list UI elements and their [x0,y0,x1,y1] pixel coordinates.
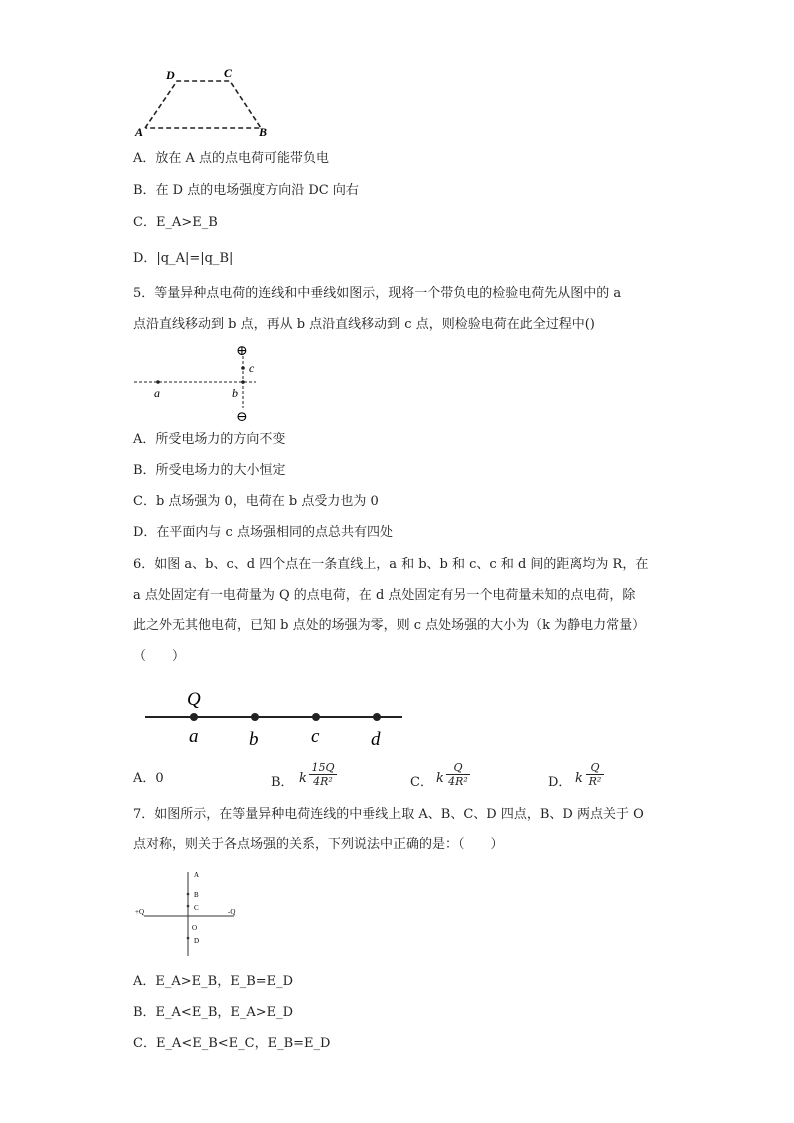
q4-option-b: B．在 D 点的电场强度方向沿 DC 向右 [133,183,359,198]
point-c-dot [312,713,320,721]
q7-option-c: C．E_A<E_B<E_C，E_B=E_D [133,1036,331,1051]
point-b-label: b [249,729,259,750]
q5-option-c: C．b 点场强为 0，电荷在 b 点受力也为 0 [133,494,379,509]
q6-option-d-denominator: R² [588,775,602,788]
point-b-dot [241,380,245,384]
q5-option-a: A．所受电场力的方向不变 [133,432,286,447]
q6-option-b-prefix: B． [271,775,294,790]
label-B: B [194,891,199,899]
point-d-dot [373,713,381,721]
q6-option-c-k: k [436,771,444,786]
q6-figure [140,683,410,753]
q6-option-d-prefix: D． [548,775,572,790]
q5-stem-line1: 5．等量异种点电荷的连线和中垂线如图示，现将一个带负电的检验电荷先从图中的 a [133,286,622,301]
q4-option-c: C．E_A>E_B [133,215,218,230]
point-C-dot [187,905,190,908]
q6-option-c-fraction [446,761,470,789]
point-a-dot [156,380,160,384]
q6-option-c-prefix: C． [410,775,433,790]
point-c-label: c [249,361,255,375]
point-a-label: a [154,386,160,400]
label-D: D [194,937,200,945]
q6-option-a: A．0 [133,771,164,786]
q6-option-b-denominator: 4R² [313,775,333,788]
label-C: C [194,904,199,912]
q7-stem-line2: 点对称，则关于各点场强的关系，下列说法中正确的是：（ ） [133,837,504,852]
label-B: B [259,125,268,139]
q6-option-c-numerator: Q [446,761,470,775]
point-d-label: d [371,729,381,750]
point-c-label: c [311,726,320,747]
point-b-label: b [232,386,238,400]
q6-option-d-fraction [586,761,604,789]
q5-figure [130,340,270,425]
charge-Q-label: Q [187,689,201,710]
label-plus-Q: +Q [135,908,145,916]
q6-option-d-k: k [575,771,583,786]
q6-option-b-numerator: 15Q [309,761,337,775]
trapezoid-figure [128,62,278,142]
label-minus-Q: -Q [228,908,236,916]
point-c-dot [241,366,245,370]
q6-option-b-k: k [299,771,307,786]
label-O: O [192,924,198,932]
q6-option-d-numerator: Q [586,761,604,775]
point-B-dot [187,893,190,896]
minus-charge-icon: ⊖ [236,410,248,425]
label-C: C [224,66,233,80]
q4-option-a: A．放在 A 点的点电荷可能带负电 [133,151,330,166]
label-D: D [166,68,175,82]
q6-stem-line2: a 点处固定有一电荷量为 Q 的点电荷，在 d 点处固定有另一个电荷量未知的点电荷，除 [133,588,636,603]
label-A: A [194,871,200,879]
point-a-label: a [189,726,199,747]
plus-charge-icon: ⊕ [236,344,248,359]
q7-option-a: A．E_A>E_B，E_B=E_D [133,974,294,989]
q6-stem-line4: （ ） [133,649,186,664]
q4-option-d: D．|q_A|=|q_B| [133,251,234,266]
point-D-dot [187,937,190,940]
trapezoid-outline [145,81,261,128]
q6-stem-line1: 6．如图 a、b、c、d 四个点在一条直线上，a 和 b、b 和 c、c 和 d 间的距离均为 R，在 [133,557,649,572]
label-A: A [135,125,144,139]
point-a-dot [190,713,198,721]
q6-stem-line3: 此之外无其他电荷，已知 b 点处的场强为零，则 c 点处场强的大小为（k 为静电力常量） [133,618,646,633]
q7-option-b: B．E_A<E_B，E_A>E_D [133,1005,294,1020]
point-b-dot [251,713,259,721]
q7-figure [134,868,254,960]
q5-option-d: D．在平面内与 c 点场强相同的点总共有四处 [133,525,393,540]
q6-option-b-fraction [309,761,337,789]
q5-stem-line2: 点沿直线移动到 b 点，再从 b 点沿直线移动到 c 点，则检验电荷在此全过程中() [133,317,595,332]
q6-option-c-denominator: 4R² [448,775,468,788]
q7-stem-line1: 7．如图所示，在等量异种电荷连线的中垂线上取 A、B、C、D 四点，B、D 两点关于 O [133,807,644,822]
q5-option-b: B．所受电场力的大小恒定 [133,463,286,478]
